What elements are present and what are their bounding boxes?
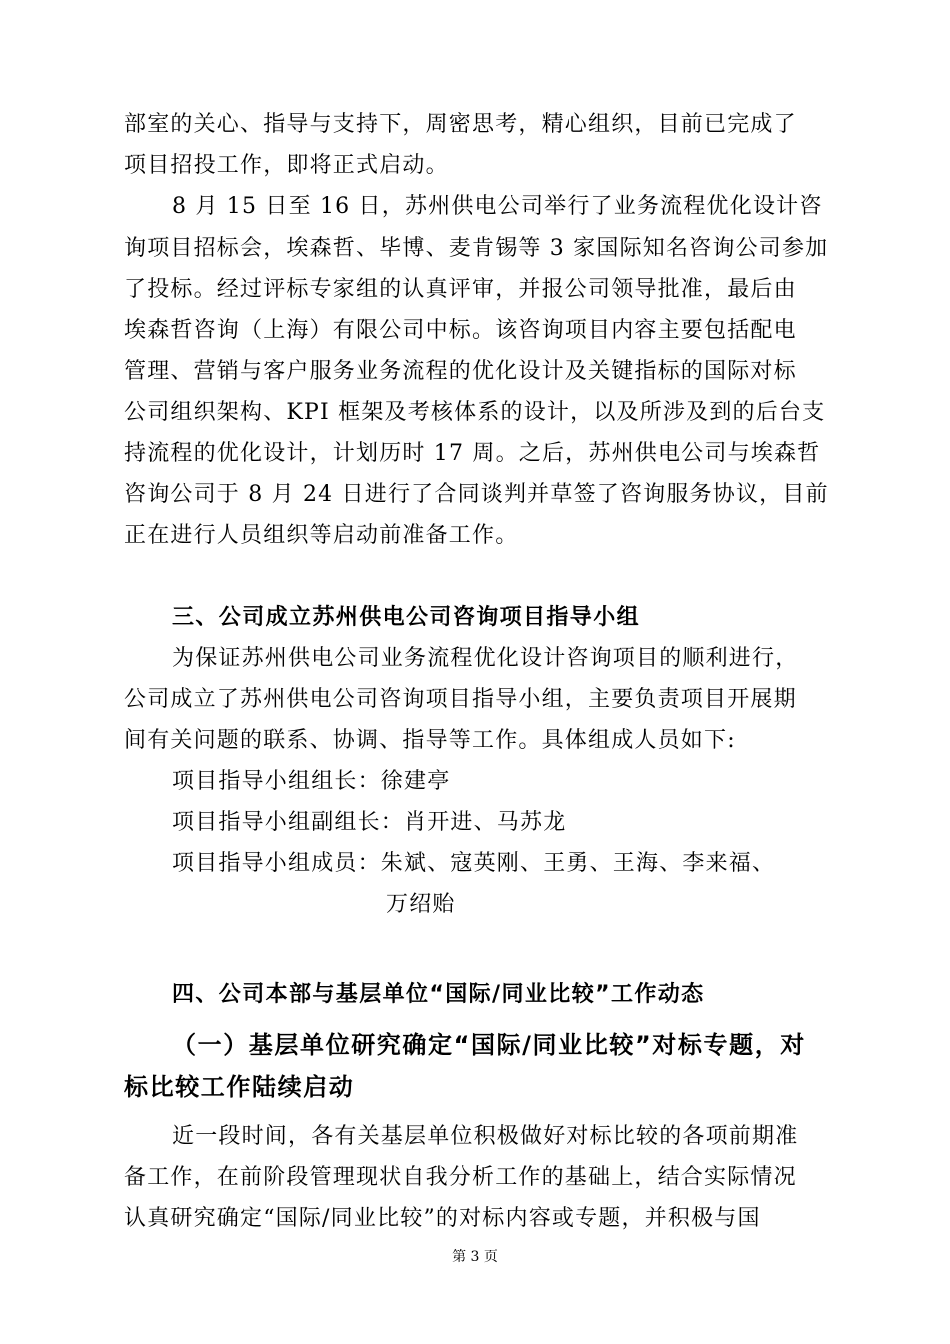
bidding-line-8: 咨询公司于 8 月 24 日进行了合同谈判并草签了咨询服务协议，目前 bbox=[124, 482, 829, 507]
section-three-line-3: 间有关问题的联系、协调、指导等工作。具体组成人员如下: bbox=[124, 728, 736, 753]
intro-line-1: 部室的关心、指导与支持下，周密思考，精心组织，目前已完成了 bbox=[124, 112, 797, 137]
bidding-line-4: 埃森哲咨询（上海）有限公司中标。该咨询项目内容主要包括配电 bbox=[124, 318, 797, 343]
subheading-line-2: 标比较工作陆续启动 bbox=[124, 1073, 355, 1101]
section-four-line-1: 近一段时间，各有关基层单位积极做好对标比较的各项前期准 bbox=[172, 1124, 799, 1149]
bidding-line-2: 询项目招标会，埃森哲、毕博、麦肯锡等 3 家国际知名咨询公司参加 bbox=[124, 236, 829, 261]
leader-line: 项目指导小组组长：徐建亭 bbox=[172, 769, 451, 794]
section-four-line-2: 备工作，在前阶段管理现状自我分析工作的基础上，结合实际情况 bbox=[124, 1165, 797, 1190]
bidding-line-3: 了投标。经过评标专家组的认真评审，并报公司领导批准，最后由 bbox=[124, 277, 797, 302]
intro-line-2: 项目招投工作，即将正式启动。 bbox=[124, 153, 449, 178]
section-four-heading: 四、公司本部与基层单位“国际/同业比较”工作动态 bbox=[172, 982, 705, 1007]
bidding-line-9: 正在进行人员组织等启动前准备工作。 bbox=[124, 523, 519, 548]
members-line: 项目指导小组成员：朱斌、寇英刚、王勇、王海、李来福、 bbox=[172, 851, 776, 876]
section-four-line-3: 认真研究确定“国际/同业比较”的对标内容或专题，并积极与国 bbox=[124, 1206, 761, 1231]
bidding-line-5: 管理、营销与客户服务业务流程的优化设计及关键指标的国际对标 bbox=[124, 359, 797, 384]
section-three-line-2: 公司成立了苏州供电公司咨询项目指导小组，主要负责项目开展期 bbox=[124, 687, 797, 712]
members-continuation-line: 万绍贻 bbox=[386, 892, 456, 917]
section-three-heading: 三、公司成立苏州供电公司咨询项目指导小组 bbox=[172, 605, 641, 630]
section-three-line-1: 为保证苏州供电公司业务流程优化设计咨询项目的顺利进行， bbox=[172, 646, 799, 671]
bidding-line-7: 持流程的优化设计，计划历时 17 周。之后，苏州供电公司与埃森哲 bbox=[124, 441, 821, 466]
subheading-line-1: （一）基层单位研究确定“国际/同业比较”对标专题，对 bbox=[172, 1031, 806, 1059]
page-number: 第 3 页 bbox=[452, 1249, 498, 1265]
deputy-line: 项目指导小组副组长：肖开进、马苏龙 bbox=[172, 810, 567, 835]
bidding-line-1: 8 月 15 日至 16 日，苏州供电公司举行了业务流程优化设计咨 bbox=[172, 194, 823, 219]
bidding-line-6: 公司组织架构、KPI 框架及考核体系的设计，以及所涉及到的后台支 bbox=[124, 400, 826, 425]
